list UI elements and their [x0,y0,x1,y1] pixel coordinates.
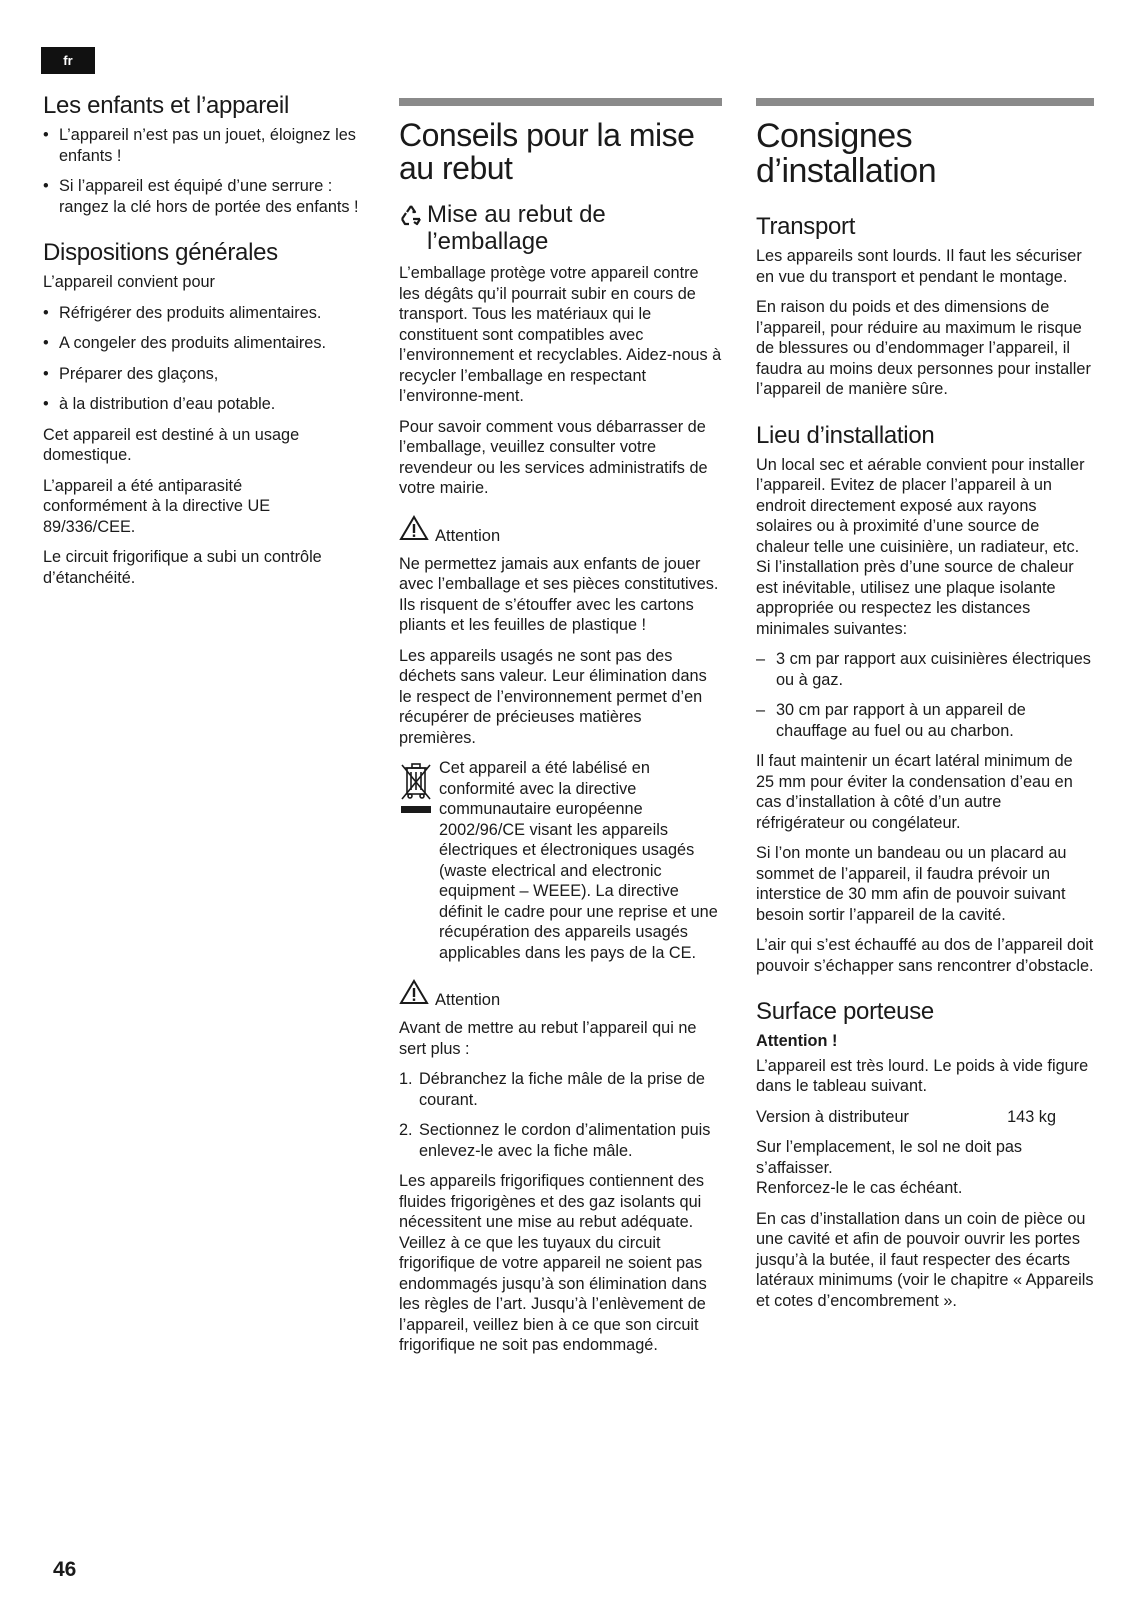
paragraph: Sur l’emplacement, le sol ne doit pas s’affaisser. [756,1138,1023,1177]
weight-table-value: 143 kg [1007,1107,1056,1126]
section-title-surface: Surface porteuse [756,998,934,1025]
section-rule [756,98,1094,106]
list-item: • Si l’appareil est équipé d’une serrure : rangez la clé hors de portée des enfants ! [43,177,359,216]
weee-notice: Cet appareil a été labélisé en conformité avec la directive communautaire européenne 2002/96/CE visant les appareils électriques et électroniques usagés (waste electrical and electronic equipment – WEEE). La directive définit le cadre pour une reprise et une récupération des appareils usagés applicables dans les pays de la CE. [399,758,722,963]
attention-heading: Attention [399,979,722,1010]
list-item: – 30 cm par rapport à un appareil de chauffage au fuel ou au charbon. [756,701,1026,740]
list-item: • Préparer des glaçons, [43,364,219,383]
attention-heading: Attention [399,515,722,546]
section-title-dispositions: Dispositions générales [43,239,278,266]
column-right [756,92,1094,1321]
paragraph: Avant de mettre au rebut l’appareil qui ne sert plus : [399,1019,697,1058]
list-item: – 3 cm par rapport aux cuisinières électriques ou à gaz. [756,650,1091,689]
warning-icon [399,515,435,546]
attention-label: Attention ! [756,1032,838,1050]
section-title-enfants: Les enfants et l’appareil [43,92,290,119]
list-item: • Réfrigérer des produits alimentaires. [43,303,322,322]
paragraph: En raison du poids et des dimensions de l’appareil, pour réduire au maximum le risque de blessures ou d’endommager l’appareil, il faudra au moins deux personnes pour installer l’appareil de manière sûre. [756,298,1091,398]
paragraph: Les appareils frigorifiques contiennent des fluides frigorigènes et des gaz isolants qui nécessitent une mise au rebut adéquate. Veillez à ce que les tuyaux du circuit frigorifique de votre appareil ne soient pas endommagés jusqu’à son élimination dans les règles de l’art. Jusqu’à l’enlèvement de l’appareil, veillez bien à ce que son circuit frigorifique ne soit pas endommagé. [399,1172,707,1354]
section-title-lieu: Lieu d’installation [756,421,935,449]
paragraph: L’appareil a été antiparasité conformément à la directive UE 89/336/CEE. [43,476,271,536]
language-badge: fr [41,47,95,74]
paragraph: L’appareil est très lourd. Le poids à vide figure dans le tableau suivant. [756,1056,1089,1095]
paragraph: Si l’on monte un bandeau ou un placard au sommet de l’appareil, il faudra prévoir un interstice de 30 mm afin de pouvoir suivant besoin sortir l’appareil de la cavité. [756,844,1067,924]
paragraph: En cas d’installation dans un coin de pièce ou une cavité et afin de pouvoir ouvrir les portes jusqu’à la butée, il faut respecter des écarts latéraux minimums (voir le chapitre « Appareils et cotes d’encombrement ». [756,1209,1094,1310]
recycle-icon [399,201,427,233]
column-middle [399,92,722,1366]
paragraph: L’air qui s’est échauffé au dos de l’appareil doit pouvoir s’échapper sans rencontrer d’obstacle. [756,936,1094,975]
list-item: • L’appareil n’est pas un jouet, éloignez les enfants ! [43,126,356,165]
numbered-item: 2. Sectionnez le cordon d’alimentation puis enlevez-le avec la fiche mâle. [399,1121,711,1160]
paragraph: L’emballage protège votre appareil contre les dégâts qu’il pourrait subir en cours de transport. Tous les matériaux qui le constituent sont compatibles avec l’environnement et recyclables. Aidez-nous à recycler l’emballage en respectant l’environne-ment. [399,264,722,405]
paragraph: Un local sec et aérable convient pour installer l’appareil. Evitez de placer l’appareil à un endroit directement exposé aux rayons solaires ou à proximité d’une source de chaleur telle une cuisinière, un radiateur, etc. Si l’installation près d’une source de chaleur est inévitable, utilisez une plaque isolante appropriée ou respectez les distances minimales suivantes: [756,455,1085,638]
paragraph: Les appareils usagés ne sont pas des déchets sans valeur. Leur élimination dans le respect de l’environnement permet d’en récupérer de précieuses matières premières. [399,646,707,747]
paragraph: Cet appareil est destiné à un usage domestique. [43,425,300,464]
paragraph: L’appareil convient pour [43,273,215,291]
page-number: 46 [53,1558,77,1581]
list-item: • à la distribution d’eau potable. [43,395,276,413]
paragraph: Renforcez-le le cas échéant. [756,1179,963,1197]
paragraph: Le circuit frigorifique a subi un contrôle d’étanchéité. [43,548,322,587]
crossed-bin-icon [399,758,439,963]
paragraph: Pour savoir comment vous débarrasser de l’emballage, veuillez consulter votre revendeur ou les services administratifs de votre mairie. [399,417,708,497]
subsection-title-emballage: Mise au rebut de l’emballage [399,201,722,255]
section-rule [399,98,722,106]
section-heading-rebut: Conseils pour la mise au rebut [399,117,695,186]
numbered-item: 1. Débranchez la fiche mâle de la prise de courant. [399,1070,705,1109]
weight-table-row [756,1107,1094,1128]
warning-icon [399,979,435,1010]
paragraph: Les appareils sont lourds. Il faut les sécuriser en vue du transport et pendant le montage. [756,247,1082,286]
section-title-transport: Transport [756,213,856,240]
list-item: • A congeler des produits alimentaires. [43,334,326,352]
paragraph: Ne permettez jamais aux enfants de jouer avec l’emballage et ses pièces constitutives. Ils risquent de s’étouffer avec les cartons pliants et les feuilles de plastique ! [399,554,719,634]
column-left [43,92,373,598]
paragraph: Il faut maintenir un écart latéral minimum de 25 mm pour éviter la condensation d’eau en cas d’installation à côté d’un autre réfrigérateur ou congélateur. [756,752,1073,832]
section-heading-installation: Consignes d’installation [756,117,937,190]
weight-table-label: Version à distributeur [756,1107,909,1126]
